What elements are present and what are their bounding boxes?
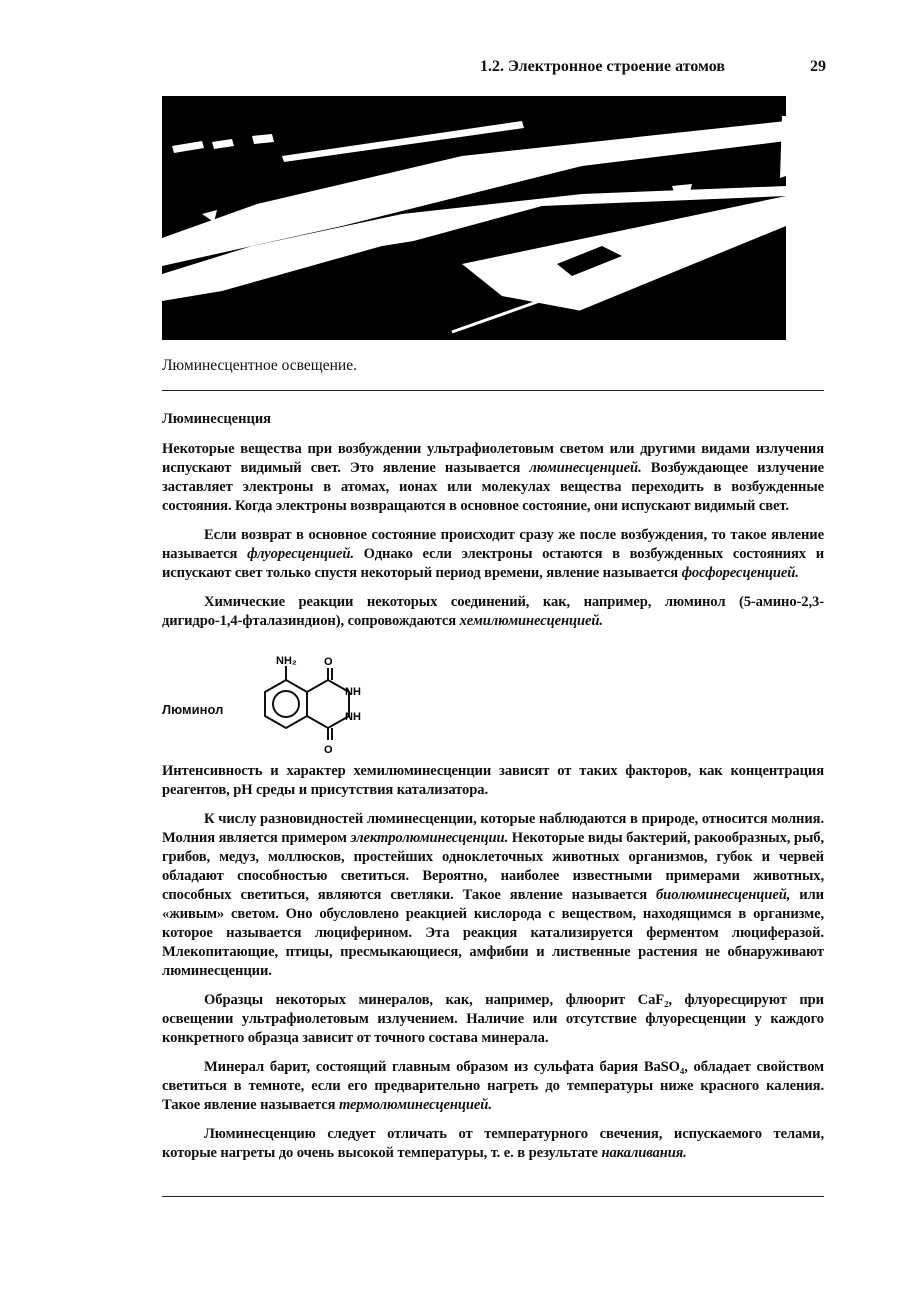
section-title: 1.2. Электронное строение атомов — [480, 58, 725, 75]
box-top-rule — [162, 390, 824, 391]
paragraph-1: Некоторые вещества при возбуждении ультрафиолетовым светом или другими видами излучения испускают видимый свет. Это явление называется люминесценцией. Возбуждающее излучение заставляет электроны в атомах, ионах или молекулах вещества переходить в возбужденные состояния. Когда электроны возвращаются в основное состояние, они испускают видимый свет. — [162, 441, 825, 514]
paragraph-6: Образцы некоторых минералов, как, например, флюорит CaF₂, флуоресцируют при освещении ультрафиолетовым излучением. Наличие или отсутствие флуоресценции у каждого конкретного образца зависит от точного состава минерала. — [162, 992, 824, 1046]
carbonyl-top-label: O — [324, 656, 333, 668]
paragraph-4: Интенсивность и характер хемилюминесценции зависят от таких факторов, как концентрация реагентов, pH среды и присутствия катализатора. — [162, 763, 824, 798]
running-header — [480, 58, 826, 76]
figure-caption: Люминесцентное освещение. — [162, 357, 357, 374]
nh-top-label: NH — [345, 686, 361, 698]
nh-bottom-label: NH — [345, 711, 361, 723]
luminescent-lighting-photo — [162, 96, 786, 340]
box-text-upper — [162, 440, 824, 641]
paragraph-2: Если возврат в основное состояние происходит сразу же после возбуждения, то такое явление называется флуоресценцией. Однако если электроны остаются в возбужденных состояниях и испускают свет только спустя некоторый период времени, явление называется фосфоресценцией. — [162, 527, 825, 581]
page-number: 29 — [810, 58, 826, 75]
box-bottom-rule — [162, 1196, 824, 1197]
luminol-structure — [250, 654, 380, 759]
luminol-label: Люминол — [162, 702, 224, 717]
carbonyl-bottom-label: O — [324, 744, 333, 756]
paragraph-5: К числу разновидностей люминесценции, которые наблюдаются в природе, относится молния. Молния является примером электролюминесценции. Некоторые виды бактерий, ракообразных, рыб, грибов, медуз, моллюсков, простейших одноклеточных животных организмов, губок и червей обладают способностью светиться. Вероятно, наиболее известными примерами животных, способных светиться, являются светляки. Такое явление называется биолюминесценцией, или «живым» светом. Оно обусловлено реакцией кислорода с веществом, находящимся в организме, которое называется люциферином. Эта реакция катализируется ферментом люциферазой. Млекопитающие, птицы, пресмыкающиеся, амфибии и лиственные растения не обнаруживают люминесценции. — [162, 811, 824, 979]
paragraph-7: Минерал барит, состоящий главным образом из сульфата бария BaSO₄, обладает свойством светиться в темноте, если его предварительно нагреть до температуры ниже красного каления. Такое явление называется термолюминесценцией. — [162, 1059, 824, 1113]
paragraph-8: Люминесценцию следует отличать от температурного свечения, испускаемого телами, которые нагреты до очень высокой температуры, т. е. в результате накаливания. — [162, 1126, 824, 1161]
box-text-lower — [162, 762, 824, 1173]
photo-drawing — [162, 96, 786, 340]
amino-group-label: NH₂ — [276, 655, 297, 667]
box-title: Люминесценция — [162, 411, 272, 427]
paragraph-3: Химические реакции некоторых соединений, как, например, люминол (5-амино-2,3-дигидро-1,4-фталазиндион), сопровождаются хемилюминесценцией. — [162, 594, 824, 629]
